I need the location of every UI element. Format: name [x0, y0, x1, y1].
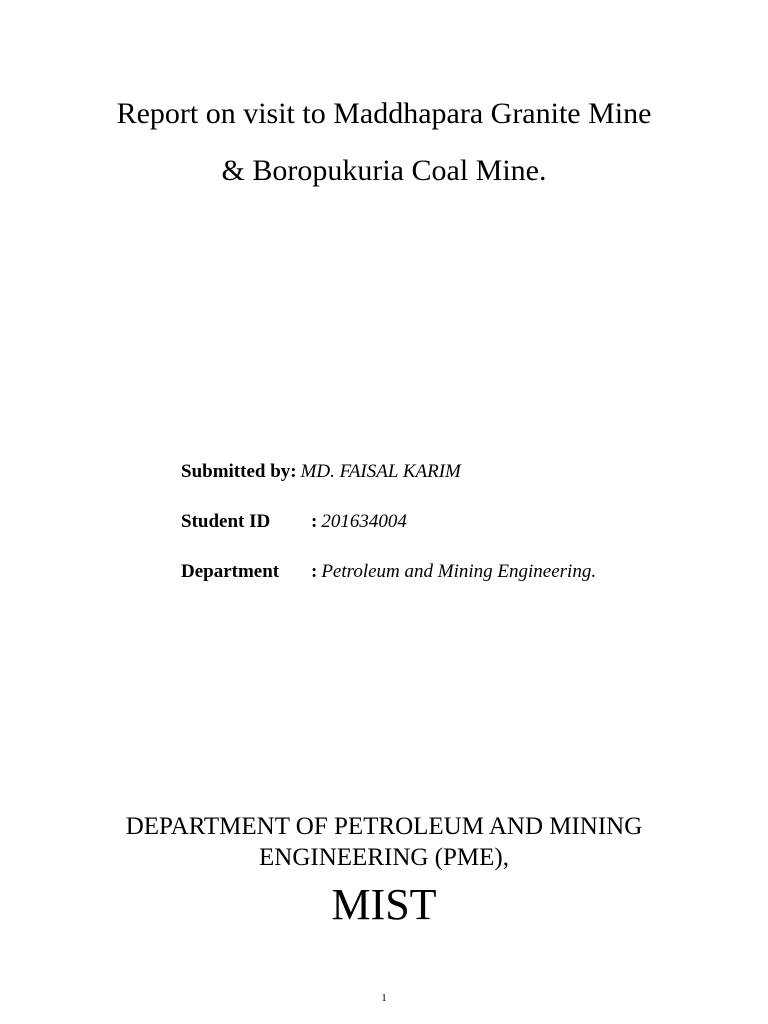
- department-value: Petroleum and Mining Engineering.: [321, 561, 597, 582]
- department-row: [181, 560, 596, 584]
- submitted-by-value: MD. FAISAL KARIM: [300, 461, 461, 482]
- department-heading-line-1: DEPARTMENT OF PETROLEUM AND MINING: [125, 813, 643, 840]
- student-id-value: 201634004: [321, 511, 407, 532]
- report-title-line-2: & Boropukuria Coal Mine.: [221, 154, 547, 187]
- institution-name: MIST: [331, 880, 437, 929]
- submitted-by-row: [181, 460, 461, 484]
- student-id-row: [181, 510, 407, 534]
- student-id-separator: :: [311, 511, 318, 532]
- page-number: 1: [381, 992, 387, 1004]
- report-title-line-1: Report on visit to Maddhapara Granite Mine: [116, 97, 652, 130]
- department-heading-line-2: ENGINEERING (PME),: [259, 844, 509, 871]
- department-label: Department: [181, 561, 280, 582]
- student-id-label: Student ID: [181, 511, 271, 532]
- department-separator: :: [311, 561, 318, 582]
- submitted-by-label: Submitted by:: [181, 461, 297, 482]
